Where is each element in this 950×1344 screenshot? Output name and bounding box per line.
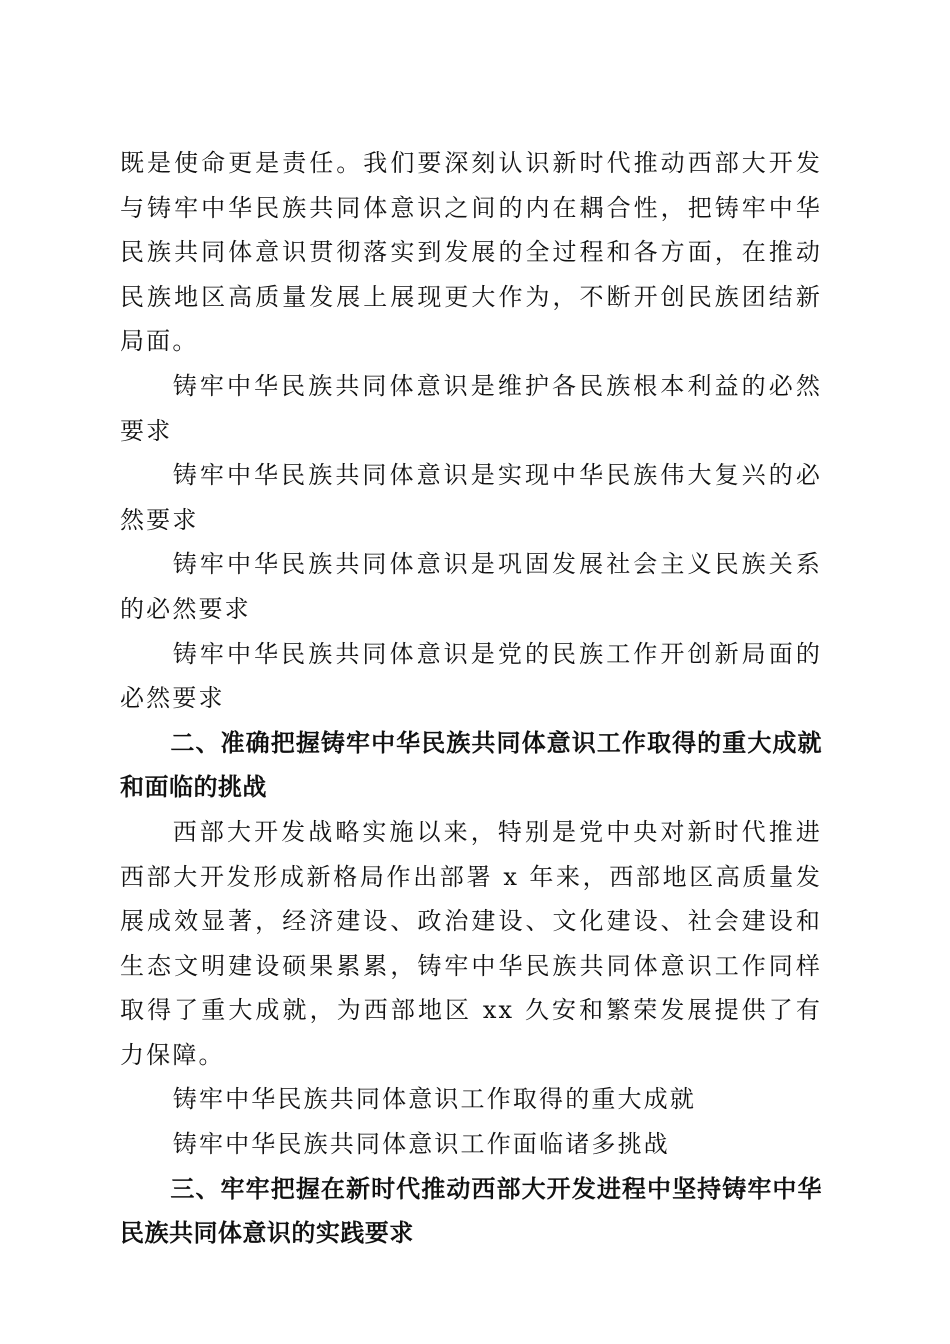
paragraph-challenges: 铸牢中华民族共同体意识工作面临诸多挑战 bbox=[172, 1130, 670, 1159]
paragraph-point-3: 铸牢中华民族共同体意识是巩固发展社会主义民族关系的必然要求 bbox=[120, 550, 822, 623]
paragraph-point-4: 铸牢中华民族共同体意识是党的民族工作开创新局面的必然要求 bbox=[120, 639, 822, 713]
paragraph-achievements: 铸牢中华民族共同体意识工作取得的重大成就 bbox=[172, 1085, 696, 1114]
paragraph-point-2: 铸牢中华民族共同体意识是实现中华民族伟大复兴的必然要求 bbox=[120, 461, 822, 534]
paragraph-section-2-body: 西部大开发战略实施以来，特别是党中央对新时代推进西部大开发形成新格局作出部署 x 年来，西部地区高质量发展成效显著，经济建设、政治建设、文化建设、社会建设和生态文明建设硕果累累，铸牢中华民族共同体意识工作同样取得了重大成就，为西部地区 xx 久安和繁荣发展提供了有力保障。 bbox=[120, 817, 822, 1069]
section-heading-3: 三、牢牢把握在新时代推动西部大开发进程中坚持铸牢中华民族共同体意识的实践要求 bbox=[120, 1174, 822, 1248]
document-body bbox=[120, 141, 822, 1256]
paragraph-intro: 既是使命更是责任。我们要深刻认识新时代推动西部大开发与铸牢中华民族共同体意识之间的内在耦合性，把铸牢中华民族共同体意识贯彻落实到发展的全过程和各方面，在推动民族地区高质量发展上展现更大作为，不断开创民族团结新局面。 bbox=[120, 149, 822, 356]
paragraph-point-1: 铸牢中华民族共同体意识是维护各民族根本利益的必然要求 bbox=[120, 371, 822, 445]
section-heading-2: 二、准确把握铸牢中华民族共同体意识工作取得的重大成就和面临的挑战 bbox=[120, 728, 822, 802]
